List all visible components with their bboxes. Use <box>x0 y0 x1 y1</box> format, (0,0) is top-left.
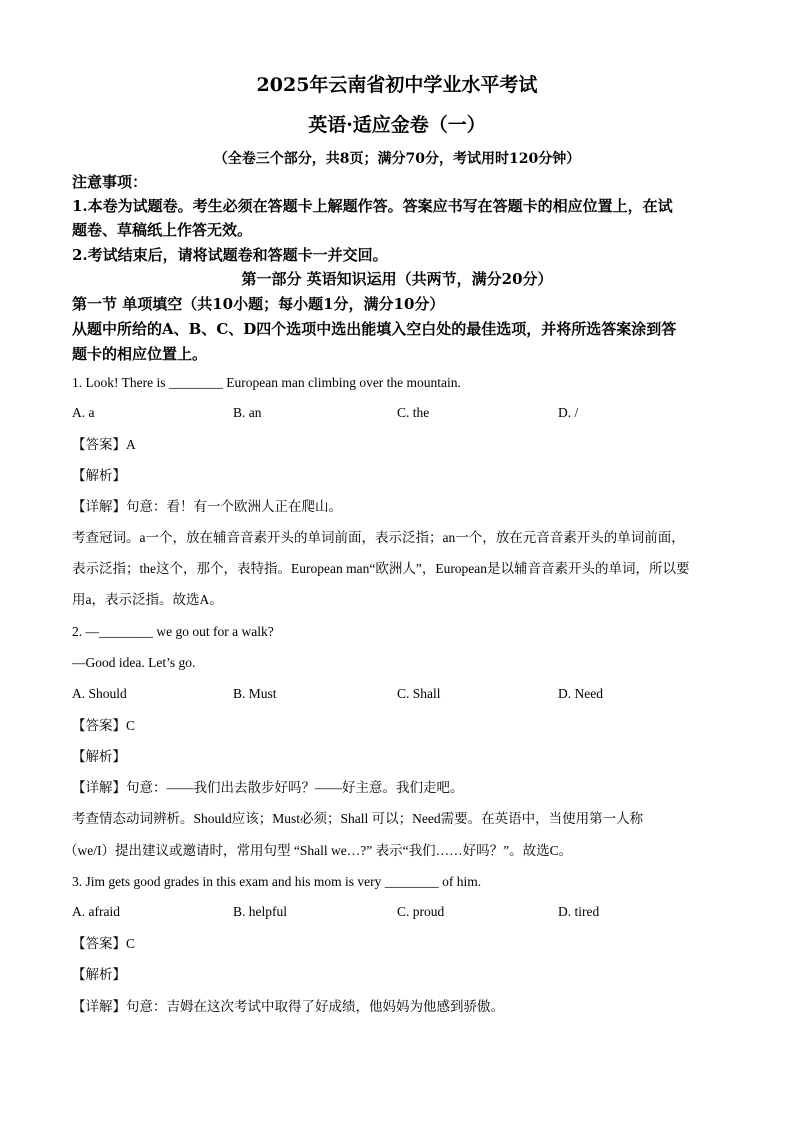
question-1-explain-line-3: 用a，表示泛指。故选A。 <box>72 592 223 607</box>
question-1-stem: 1. Look! There is ________ European man climbing over the mountain. <box>72 375 461 390</box>
instruction-line-2: 题卡的相应位置上。 <box>72 345 208 363</box>
question-1-option-b: B. an <box>233 405 262 420</box>
notice-heading: 注意事项： <box>72 173 148 191</box>
question-1-explain-line-2: 表示泛指；the这个，那个，表特指。European man“欧洲人”，European是以辅音音素开头的单词，所以要 <box>72 561 690 576</box>
question-1-detail: 【详解】句意：看！有一个欧洲人正在爬山。 <box>72 499 342 514</box>
question-2-option-c: C. Shall <box>397 686 441 701</box>
exam-subtitle: 英语·适应金卷（一） <box>308 114 486 136</box>
question-2-explain-line-2: （we/I）提出建议或邀请时，常用句型 “Shall we…?” 表示“我们……好吗？”。故选C。 <box>64 843 573 858</box>
question-1-answer: 【答案】A <box>72 437 136 452</box>
question-1-analysis: 【解析】 <box>72 468 126 483</box>
question-3-option-b: B. helpful <box>233 904 287 919</box>
question-3-stem: 3. Jim gets good grades in this exam and his mom is very ________ of him. <box>72 874 482 889</box>
question-3-option-c: C. proud <box>397 904 445 919</box>
question-2-analysis: 【解析】 <box>72 749 126 764</box>
question-1-option-a: A. a <box>72 405 95 420</box>
question-2-answer: 【答案】C <box>72 718 136 733</box>
question-2-detail: 【详解】句意：——我们出去散步好吗？——好主意。我们走吧。 <box>72 780 464 795</box>
question-1-option-d: D. / <box>558 405 579 420</box>
question-2-explain-line-1: 考查情态动词辨析。Should应该；Must必须；Shall 可以；Need需要。在英语中，当使用第一人称 <box>72 811 644 826</box>
question-3-option-a: A. afraid <box>72 904 120 919</box>
question-3-analysis: 【解析】 <box>72 967 126 982</box>
question-1-option-c: C. the <box>397 405 430 420</box>
question-2-option-d: D. Need <box>558 686 603 701</box>
notice-item-1-line-1: 1.本卷为试题卷。考生必须在答题卡上解题作答。答案应书写在答题卡的相应位置上，在试 <box>72 197 673 215</box>
instruction-line-1: 从题中所给的A、B、C、D四个选项中选出能填入空白处的最佳选项，并将所选答案涂到答 <box>72 320 677 338</box>
notice-item-2: 2.考试结束后，请将试题卷和答题卡一并交回。 <box>72 246 388 264</box>
part1-heading: 第一部分 英语知识运用（共两节，满分20分） <box>241 270 553 288</box>
question-2-option-a: A. Should <box>72 686 127 701</box>
question-3-detail: 【详解】句意：吉姆在这次考试中取得了好成绩，他妈妈为他感到骄傲。 <box>72 999 504 1014</box>
exam-title: 2025年云南省初中学业水平考试 <box>256 74 538 96</box>
notice-item-1-line-2: 题卷、草稿纸上作答无效。 <box>72 221 253 239</box>
question-2-stem: 2. —________ we go out for a walk? <box>72 624 274 639</box>
exam-note: （全卷三个部分，共8页；满分70分，考试用时120分钟） <box>213 151 581 167</box>
question-2-option-b: B. Must <box>233 686 277 701</box>
section1-heading: 第一节 单项填空（共10小题；每小题1分，满分10分） <box>72 295 445 313</box>
question-2-stem-reply: —Good idea. Let’s go. <box>72 655 196 670</box>
question-1-explain-line-1: 考查冠词。a一个，放在辅音音素开头的单词前面，表示泛指；an一个，放在元音音素开头的单词前面， <box>72 530 685 545</box>
question-3-option-d: D. tired <box>558 904 600 919</box>
question-3-answer: 【答案】C <box>72 936 136 951</box>
